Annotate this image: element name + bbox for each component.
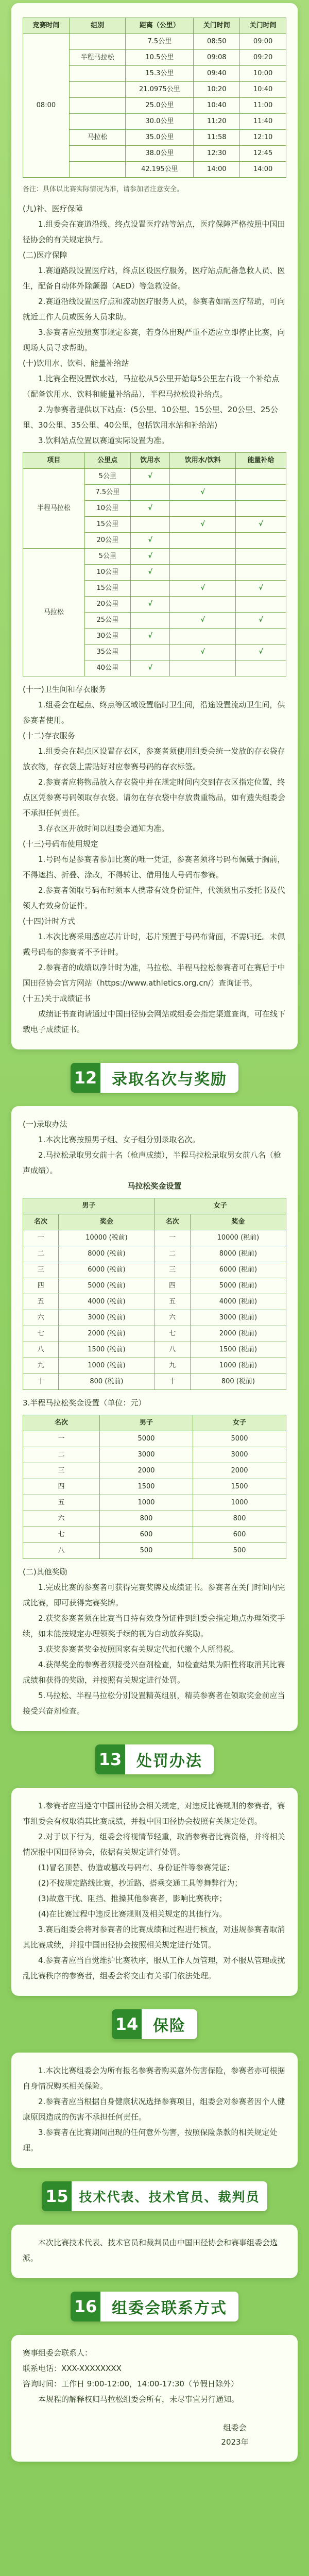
half-prize-row	[23, 1495, 286, 1511]
half-prize-cell: 600	[193, 1527, 286, 1543]
penalty-p7: 3.赛后组委会将对参赛者的比赛成绩和过程进行核查，对违规参赛者取消其比赛成绩，并报中国田径协会按照相关规定进行处罚。	[23, 1925, 285, 1950]
prize-cell: 十	[23, 1374, 59, 1390]
supply-col-energy: 能量补给	[235, 453, 286, 469]
section-13-title: 处罚办法	[136, 1752, 202, 1770]
prize-cell: 四	[154, 1278, 190, 1294]
prize-cell: 六	[23, 1310, 59, 1326]
supply-water: √	[130, 660, 169, 676]
penalty-p8: 4.参赛者应当自觉维护比赛秩序，服从工作人员管理，对不服从管理或扰乱比赛秩序的参赛者，组委会将交由有关部门依法处理。	[23, 1956, 285, 1980]
schedule-group	[69, 34, 126, 50]
prize-col-amount-f: 奖金	[190, 1214, 286, 1230]
medical-p7: 2.为参赛者提供以下站点：(5公里、10公里、15公里、20公里、25公里、30公里、35公里、40公里，包括饮用水站和补给站)	[23, 405, 279, 430]
penalty-p5: (3)故意干扰、阻挡、推搡其他参赛者，影响比赛秩序；	[38, 1894, 227, 1903]
prize-cell: 九	[154, 1358, 190, 1374]
schedule-body	[23, 34, 286, 178]
supply-col-project: 项目	[23, 453, 85, 469]
prize-cell: 八	[154, 1342, 190, 1358]
half-prize-cell: 800	[193, 1511, 286, 1527]
schedule-group	[69, 162, 126, 178]
prize-cell: 二	[154, 1246, 190, 1262]
supply-km: 30公里	[84, 629, 130, 645]
supply-km: 15公里	[84, 581, 130, 597]
schedule-distance: 10.5公里	[126, 50, 194, 66]
schedule-group	[69, 146, 126, 162]
supply-energy	[235, 660, 286, 676]
prize-group-male: 男子	[23, 1198, 154, 1214]
col-time: 竞赛时间	[23, 18, 70, 34]
schedule-close1: 08:50	[194, 34, 240, 50]
supply-km: 40公里	[84, 660, 130, 676]
supply-energy: √	[235, 645, 286, 660]
supply-energy	[235, 597, 286, 613]
section-12-number: 12	[71, 1063, 100, 1093]
awards-h1: (一)录取办法	[23, 1120, 67, 1129]
supply-energy	[235, 629, 286, 645]
prize-cell: 1000 (税前)	[190, 1358, 286, 1374]
half-prize-cell: 七	[23, 1527, 100, 1543]
schedule-close1: 09:08	[194, 50, 240, 66]
schedule-close2: 09:00	[240, 34, 286, 50]
medical-p2: 1.赛道路段设置医疗站，终点区设医疗服务，医疗站点配备急救人员、医生，配备自动体外除颤器（AED）等急救设备。	[23, 266, 285, 291]
prize-cell: 1000 (税前)	[59, 1358, 154, 1374]
section-12-title: 录取名次与奖励	[112, 1071, 227, 1089]
supply-km: 35公里	[84, 645, 130, 660]
col-group: 组别	[69, 18, 126, 34]
services-h2: (十二)存衣服务	[23, 731, 75, 740]
schedule-distance: 15.3公里	[126, 66, 194, 82]
half-prize-body	[23, 1431, 286, 1559]
services-p8: 2.参赛者的成绩以净计时为准，马拉松、半程马拉松参赛者可在赛后于中国田径协会官方网站（https://www.athletics.org.cn/）查询证书。	[23, 963, 285, 988]
prize-row	[23, 1262, 286, 1278]
col-close2: 关门时间	[240, 18, 286, 34]
section-16-header	[11, 2278, 298, 2335]
half-prize-cell: 1500	[193, 1479, 286, 1495]
services-h4: (十四)计时方式	[23, 917, 75, 926]
supply-drink	[170, 549, 236, 565]
insurance-p3: 3.参赛者在比赛期间出现的任何意外伤害，按照保险条款的相关规定处理。	[23, 2128, 278, 2153]
prize-cell: 六	[154, 1310, 190, 1326]
half-prize-row	[23, 1511, 286, 1527]
supply-water	[130, 613, 169, 629]
half-prize-row	[23, 1479, 286, 1495]
schedule-note: 备注：具体以比赛实际情况为准，请参加者注意安全。	[23, 185, 184, 193]
marathon-prize-body	[23, 1230, 286, 1390]
schedule-close2: 11:40	[240, 114, 286, 130]
insurance-p2: 2.参赛者应当根据自身健康状况选择参赛项目，组委会对参赛者因个人健康原因造成的伤害不承担任何责任。	[23, 2097, 285, 2122]
schedule-start-time: 08:00	[23, 34, 70, 178]
supply-energy	[235, 501, 286, 517]
awards-h2: (二)其他奖励	[23, 1567, 67, 1577]
schedule-group	[69, 82, 126, 98]
supply-water: √	[130, 565, 169, 581]
schedule-distance: 35.0公里	[126, 130, 194, 146]
section-13-header	[11, 1731, 298, 1788]
supply-km: 10公里	[84, 565, 130, 581]
supply-water: √	[130, 533, 169, 549]
schedule-group	[69, 114, 126, 130]
prize-cell: 七	[154, 1326, 190, 1342]
schedule-close1: 10:40	[194, 98, 240, 114]
prize-group-female: 女子	[154, 1198, 286, 1214]
half-col-male: 男子	[100, 1415, 193, 1431]
half-prize-table	[23, 1415, 286, 1559]
prize-cell: 6000 (税前)	[59, 1262, 154, 1278]
supply-drink	[170, 501, 236, 517]
services-p3: 2.参赛者应将物品放入存衣袋中并在规定时间内交到存衣区指定位置，终点区凭参赛号码领取存衣袋。请勿在存衣袋中存放贵重物品，如有遗失组委会不承担任何责任。	[23, 777, 286, 818]
supply-energy	[235, 469, 286, 485]
half-prize-cell: 600	[100, 1527, 193, 1543]
services-p5: 1.号码布是参赛者参加比赛的唯一凭证，参赛者须将号码布佩戴于胸前，不得遮挡、折叠、涂改，不得转让、借用他人号码布参赛。	[23, 855, 285, 879]
penalty-p2: 2.对于以下行为，组委会将视情节轻重，取消参赛者比赛资格，并将相关情况报中国田径协会，依据有关规定进行处罚。	[23, 1832, 285, 1857]
supply-energy	[235, 485, 286, 501]
supply-body	[23, 469, 286, 676]
medical-h1: (九)补、医疗保障	[23, 204, 83, 213]
supply-water	[130, 517, 169, 533]
penalty-p4: (2)不按规定路线比赛，抄近路、搭乘交通工具等舞弊行为；	[38, 1878, 243, 1888]
prize-cell: 四	[23, 1278, 59, 1294]
supply-drink: √	[170, 517, 236, 533]
prize-cell: 800 (税前)	[190, 1374, 286, 1390]
supply-energy: √	[235, 581, 286, 597]
prize-cell: 8000 (税前)	[190, 1246, 286, 1262]
prize-row	[23, 1246, 286, 1262]
half-prize-cell: 2000	[100, 1463, 193, 1479]
half-prize-cell: 1000	[193, 1495, 286, 1511]
half-prize-cell: 一	[23, 1431, 100, 1447]
supply-row	[23, 549, 286, 565]
schedule-close2: 09:20	[240, 50, 286, 66]
section-14-header	[11, 1996, 298, 2053]
signature-date: 2023年	[221, 2437, 249, 2447]
supply-km: 7.5公里	[84, 485, 130, 501]
prize-col-rank-f: 名次	[154, 1214, 190, 1230]
prize-cell: 5000 (税前)	[59, 1278, 154, 1294]
insurance-card	[11, 2053, 298, 2168]
supply-drink	[170, 469, 236, 485]
supply-km: 20公里	[84, 597, 130, 613]
prize-cell: 一	[23, 1230, 59, 1246]
supply-table	[23, 452, 286, 676]
penalty-card	[11, 1788, 298, 1996]
schedule-close2: 12:45	[240, 146, 286, 162]
schedule-group	[69, 66, 126, 82]
prize-cell: 8000 (税前)	[59, 1246, 154, 1262]
supply-km: 25公里	[84, 613, 130, 629]
supply-project: 马拉松	[23, 549, 85, 676]
prize-cell: 七	[23, 1326, 59, 1342]
prize-cell: 5000 (税前)	[190, 1278, 286, 1294]
supply-km: 20公里	[84, 533, 130, 549]
schedule-close2: 14:00	[240, 162, 286, 178]
supply-drink: √	[170, 581, 236, 597]
medical-h2: (二)医疗保障	[23, 250, 67, 260]
half-col-rank: 名次	[23, 1415, 100, 1431]
awards-p7: 4.获得奖金的参赛者须接受兴奋剂检查，如检查结果为阳性将取消其比赛成绩和获得的奖励，并按照有关规定进行处罚。	[23, 1660, 285, 1685]
section-15-number: 15	[42, 2181, 72, 2211]
schedule-distance: 42.195公里	[126, 162, 194, 178]
penalty-p1: 1.参赛者应当遵守中国田径协会相关规定，对违反比赛规则的参赛者，赛事组委会有权取消其比赛成绩，并报中国田径协会按照有关规定处罚。	[23, 1801, 285, 1826]
officials-card	[11, 2225, 298, 2278]
schedule-row	[23, 34, 286, 50]
prize-cell: 10000 (税前)	[190, 1230, 286, 1246]
medical-p6: 1.比赛全程设置饮水站，马拉松从5公里开始每5公里左右设一个补给点（配备饮用水、饮料和能量补给品），半程马拉松设补给点。	[23, 374, 280, 399]
services-p10: 成绩证书查询请通过中国田径协会网站或组委会指定渠道查询，可在线下载电子成绩证书。	[23, 1009, 286, 1034]
signature-org: 组委会	[223, 2423, 247, 2432]
supply-km: 15公里	[84, 517, 130, 533]
supply-drink	[170, 660, 236, 676]
supply-water: √	[130, 501, 169, 517]
services-p6: 2.参赛者领取号码布时须本人携带有效身份证件，代领须出示委托书及代领人有效身份证件。	[23, 886, 285, 910]
contact-p1: 赛事组委会联系人：	[23, 2348, 93, 2358]
section-13-number: 13	[95, 1744, 125, 1774]
prize-cell: 3000 (税前)	[190, 1310, 286, 1326]
prize-cell: 1500 (税前)	[59, 1342, 154, 1358]
schedule-close1: 12:30	[194, 146, 240, 162]
schedule-distance: 38.0公里	[126, 146, 194, 162]
section-12-badge	[71, 1063, 238, 1093]
section-12-header	[11, 1049, 298, 1106]
supply-energy: √	[235, 613, 286, 629]
awards-card	[11, 1106, 298, 1731]
schedule-close1: 14:00	[194, 162, 240, 178]
supply-water	[130, 645, 169, 660]
supply-energy	[235, 533, 286, 549]
prize-cell: 2000 (税前)	[190, 1326, 286, 1342]
supply-km: 5公里	[84, 469, 130, 485]
half-prize-cell: 500	[100, 1543, 193, 1559]
prize-cell: 一	[154, 1230, 190, 1246]
half-prize-row	[23, 1527, 286, 1543]
prize-col-rank-m: 名次	[23, 1214, 59, 1230]
supply-drink	[170, 629, 236, 645]
half-prize-cell: 五	[23, 1495, 100, 1511]
half-prize-cell: 1000	[100, 1495, 193, 1511]
prize-row	[23, 1230, 286, 1246]
half-prize-cell: 三	[23, 1463, 100, 1479]
prize-cell: 五	[154, 1294, 190, 1310]
supply-drink: √	[170, 645, 236, 660]
marathon-prize-table	[23, 1198, 286, 1390]
half-col-female: 女子	[193, 1415, 286, 1431]
penalty-p3: (1)冒名顶替、伪造或篡改号码布、身份证件等参赛凭证；	[38, 1863, 235, 1872]
schedule-close1: 09:40	[194, 66, 240, 82]
prize-cell: 10000 (税前)	[59, 1230, 154, 1246]
supply-drink: √	[170, 613, 236, 629]
awards-p5: 2.获奖参赛者须在比赛当日持有效身份证件到组委会指定地点办理领奖手续，如未能按规定办理领奖手续的视为自动放弃奖励。	[23, 1614, 285, 1638]
awards-p1: 1.本次比赛按照男子组、女子组分别录取名次。	[38, 1135, 200, 1144]
awards-p8: 5.马拉松、半程马拉松分别设置精英组别，精英参赛者在领取奖金前应当接受兴奋剂检查。	[23, 1691, 285, 1716]
prize-row	[23, 1326, 286, 1342]
prize-cell: 二	[23, 1246, 59, 1262]
supply-energy: √	[235, 517, 286, 533]
schedule-card	[11, 3, 298, 1049]
schedule-close2: 12:10	[240, 130, 286, 146]
schedule-close1: 11:20	[194, 114, 240, 130]
supply-km: 10公里	[84, 501, 130, 517]
services-p4: 3.存衣区开放时间以组委会通知为准。	[38, 824, 169, 833]
prize-cell: 九	[23, 1358, 59, 1374]
contact-card	[11, 2335, 298, 2462]
section-13-badge	[95, 1744, 214, 1774]
awards-t1-caption: 马拉松奖金设置	[127, 1181, 182, 1191]
services-h: (十一)卫生间和存衣服务	[23, 685, 106, 694]
supply-col-km: 公里点	[84, 453, 130, 469]
schedule-close1: 10:20	[194, 82, 240, 98]
medical-p5: (十)饮用水、饮料、能量补给站	[23, 359, 129, 368]
section-16-title: 组委会联系方式	[112, 2299, 227, 2317]
supply-row	[23, 469, 286, 485]
prize-cell: 4000 (税前)	[190, 1294, 286, 1310]
schedule-table	[23, 18, 286, 178]
half-prize-cell: 1500	[100, 1479, 193, 1495]
awards-p3: 3.半程马拉松奖金设置（单位：元）	[23, 1398, 146, 1408]
supply-project: 半程马拉松	[23, 469, 85, 549]
prize-cell: 4000 (税前)	[59, 1294, 154, 1310]
officials-p1: 本次比赛技术代表、技术官员和裁判员由中国田径协会和赛事组委会选派。	[23, 2238, 278, 2263]
prize-row	[23, 1310, 286, 1326]
supply-water: √	[130, 597, 169, 613]
awards-p4: 1.完成比赛的参赛者可获得完赛奖牌及成绩证书。参赛者在关门时间内完成比赛，即可获得完赛奖牌。	[23, 1583, 285, 1607]
schedule-close2: 10:00	[240, 66, 286, 82]
half-prize-row	[23, 1543, 286, 1559]
schedule-close2: 11:00	[240, 98, 286, 114]
supply-col-drink: 饮用水/饮料	[170, 453, 236, 469]
schedule-group	[69, 98, 126, 114]
schedule-distance: 21.0975公里	[126, 82, 194, 98]
prize-row	[23, 1342, 286, 1358]
prize-cell: 6000 (税前)	[190, 1262, 286, 1278]
section-16-number: 16	[71, 2292, 100, 2321]
contact-p2: 联系电话：XXX-XXXXXXXX	[23, 2364, 122, 2373]
supply-drink: √	[170, 485, 236, 501]
supply-drink	[170, 533, 236, 549]
prize-cell: 三	[154, 1262, 190, 1278]
prize-cell: 800 (税前)	[59, 1374, 154, 1390]
section-15-badge	[42, 2181, 267, 2211]
half-prize-row	[23, 1463, 286, 1479]
section-14-badge	[112, 2009, 197, 2039]
schedule-distance: 25.0公里	[126, 98, 194, 114]
prize-row	[23, 1294, 286, 1310]
schedule-distance: 30.0公里	[126, 114, 194, 130]
supply-water: √	[130, 549, 169, 565]
half-prize-cell: 3000	[100, 1447, 193, 1463]
medical-p8: 3.饮料站点位置以赛道实际设置为准。	[38, 436, 169, 445]
section-16-badge	[71, 2292, 238, 2321]
schedule-close1: 11:58	[194, 130, 240, 146]
awards-p6: 3.获奖参赛者奖金按照国家有关规定代扣代缴个人所得税。	[38, 1645, 239, 1654]
medical-p4: 3.参赛者应按照赛事规定参赛，若身体出现严重不适应立即停止比赛，向现场人员寻求帮助。	[23, 328, 285, 352]
section-14-title: 保险	[153, 2017, 186, 2035]
schedule-close2: 10:40	[240, 82, 286, 98]
services-p9: (十五)关于成绩证书	[23, 994, 91, 1003]
services-p1: 1.组委会在起点、终点等区域设置临时卫生间，沿途设置流动卫生间，供参赛者使用。	[23, 700, 285, 725]
penalty-p6: (4)在比赛过程中违反比赛规则及相关规定的其他行为。	[38, 1909, 227, 1919]
supply-water	[130, 581, 169, 597]
half-prize-cell: 500	[193, 1543, 286, 1559]
signature-block	[23, 2420, 286, 2449]
half-prize-row	[23, 1431, 286, 1447]
supply-energy	[235, 549, 286, 565]
prize-cell: 3000 (税前)	[59, 1310, 154, 1326]
half-prize-cell: 八	[23, 1543, 100, 1559]
col-close1: 关门时间	[194, 18, 240, 34]
supply-water: √	[130, 469, 169, 485]
section-14-number: 14	[112, 2009, 142, 2039]
prize-col-amount-m: 奖金	[59, 1214, 154, 1230]
half-prize-row	[23, 1447, 286, 1463]
medical-p3: 2.赛道沿线设置医疗点和流动医疗服务人员，参赛者如需医疗帮助，可向就近工作人员或医务人员求助。	[23, 297, 285, 321]
half-prize-cell: 四	[23, 1479, 100, 1495]
supply-col-water: 饮用水	[130, 453, 169, 469]
contact-p4: 本规程的解释权归马拉松组委会所有，未尽事宜另行通知。	[38, 2395, 239, 2404]
half-prize-cell: 5000	[193, 1431, 286, 1447]
supply-drink	[170, 565, 236, 581]
half-prize-cell: 5000	[100, 1431, 193, 1447]
half-prize-cell: 3000	[193, 1447, 286, 1463]
section-15-header	[11, 2168, 298, 2225]
col-distance: 距离（公里）	[126, 18, 194, 34]
services-p7: 1.本次比赛采用感应芯片计时，芯片预置于号码布背面，不需归还。未佩戴号码布的参赛者不予计时。	[23, 932, 285, 957]
prize-row	[23, 1374, 286, 1390]
schedule-distance: 7.5公里	[126, 34, 194, 50]
contact-p3: 咨询时间：工作日 9:00-12:00，14:00-17:30（节假日除外）	[23, 2379, 238, 2388]
half-prize-cell: 2000	[193, 1463, 286, 1479]
section-15-title: 技术代表、技术官员、裁判员	[79, 2190, 260, 2205]
schedule-group: 马拉松	[69, 130, 126, 146]
prize-cell: 1500 (税前)	[190, 1342, 286, 1358]
prize-row	[23, 1358, 286, 1374]
prize-cell: 三	[23, 1262, 59, 1278]
services-p2: 1.组委会在起点区设置存衣区，参赛者须使用组委会统一发放的存衣袋存放衣物，存衣袋上需贴好对应参赛号码的存衣标签。	[23, 747, 285, 771]
half-prize-cell: 800	[100, 1511, 193, 1527]
prize-cell: 五	[23, 1294, 59, 1310]
medical-p1: 1.组委会在赛道沿线、终点设置医疗站等站点，医疗保障严格按照中国田径协会的有关规定执行。	[23, 219, 285, 244]
supply-water: √	[130, 629, 169, 645]
half-prize-cell: 二	[23, 1447, 100, 1463]
insurance-p1: 1.本次比赛组委会为所有报名参赛者购买意外伤害保险，参赛者亦可根据自身情况购买相关保险。	[23, 2066, 285, 2091]
prize-cell: 八	[23, 1342, 59, 1358]
prize-cell: 2000 (税前)	[59, 1326, 154, 1342]
supply-km: 5公里	[84, 549, 130, 565]
awards-p2: 2.马拉松录取男女前十名（枪声成绩），半程马拉松录取男女前八名（枪声成绩）。	[23, 1150, 281, 1175]
prize-cell: 十	[154, 1374, 190, 1390]
supply-drink	[170, 597, 236, 613]
services-h3: (十三)号码布使用规定	[23, 839, 98, 849]
supply-energy	[235, 565, 286, 581]
supply-water	[130, 485, 169, 501]
schedule-group: 半程马拉松	[69, 50, 126, 66]
prize-row	[23, 1278, 286, 1294]
half-prize-cell: 六	[23, 1511, 100, 1527]
